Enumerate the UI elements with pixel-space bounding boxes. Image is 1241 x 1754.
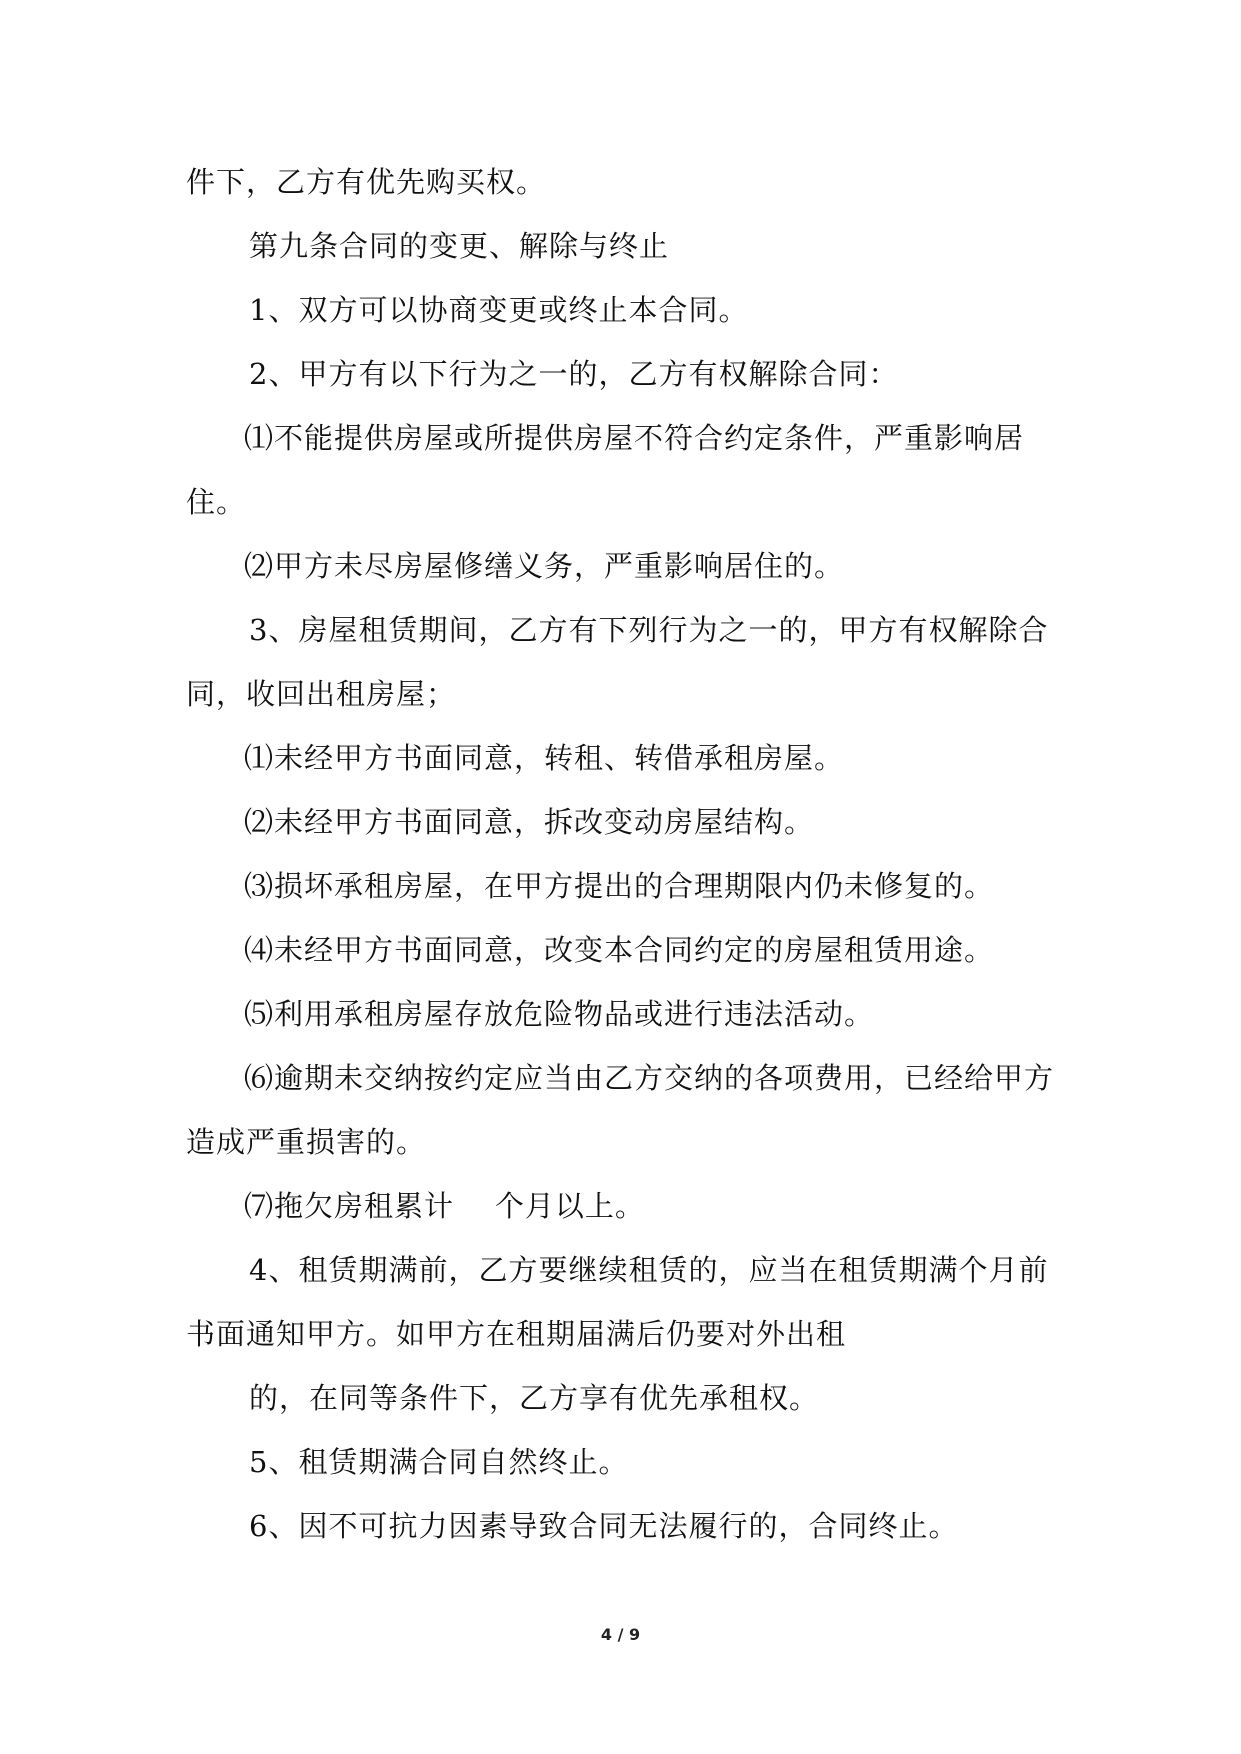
page-number: 4 / 9 bbox=[600, 1625, 641, 1644]
clause-6: 6、因不可抗力因素导致合同无法履行的，合同终止。 bbox=[249, 1509, 959, 1543]
clause-3-item-2: ⑵未经甲方书面同意，拆改变动房屋结构。 bbox=[244, 805, 815, 839]
clause-5: 5、租赁期满合同自然终止。 bbox=[249, 1445, 629, 1479]
clause-3-item-4: ⑷未经甲方书面同意，改变本合同约定的房屋租赁用途。 bbox=[244, 933, 995, 967]
clause-3-item-3: ⑶损坏承租房屋，在甲方提出的合理期限内仍未修复的。 bbox=[244, 869, 995, 903]
clause-1: 1、双方可以协商变更或终止本合同。 bbox=[249, 293, 749, 327]
article-heading: 第九条合同的变更、解除与终止 bbox=[249, 229, 670, 263]
clause-3-item-6: ⑹逾期未交纳按约定应当由乙方交纳的各项费用，已经给甲方造成严重损害的。 bbox=[186, 1061, 1055, 1159]
clause-2-item-1: ⑴不能提供房屋或所提供房屋不符合约定条件，严重影响居住。 bbox=[186, 421, 1025, 519]
clause-2: 2、甲方有以下行为之一的，乙方有权解除合同： bbox=[249, 357, 899, 391]
clause-4: 4、租赁期满前，乙方要继续租赁的，应当在租赁期满个月前书面通知甲方。如甲方在租期届满后仍要对外出租 bbox=[186, 1253, 1049, 1351]
document-body bbox=[186, 150, 1058, 1558]
clause-4-continuation: 的，在同等条件下，乙方享有优先承租权。 bbox=[249, 1381, 820, 1415]
clause-3-item-1: ⑴未经甲方书面同意，转租、转借承租房屋。 bbox=[244, 741, 845, 775]
clause-3-item-5: ⑸利用承租房屋存放危险物品或进行违法活动。 bbox=[244, 997, 875, 1031]
paragraph-continuation: 件下，乙方有优先购买权。 bbox=[186, 165, 547, 199]
clause-3: 3、房屋租赁期间，乙方有下列行为之一的，甲方有权解除合同，收回出租房屋； bbox=[186, 613, 1049, 711]
clause-2-item-2: ⑵甲方未尽房屋修缮义务，严重影响居住的。 bbox=[244, 549, 845, 583]
clause-3-item-7: ⑺拖欠房租累计 个月以上。 bbox=[244, 1189, 645, 1223]
